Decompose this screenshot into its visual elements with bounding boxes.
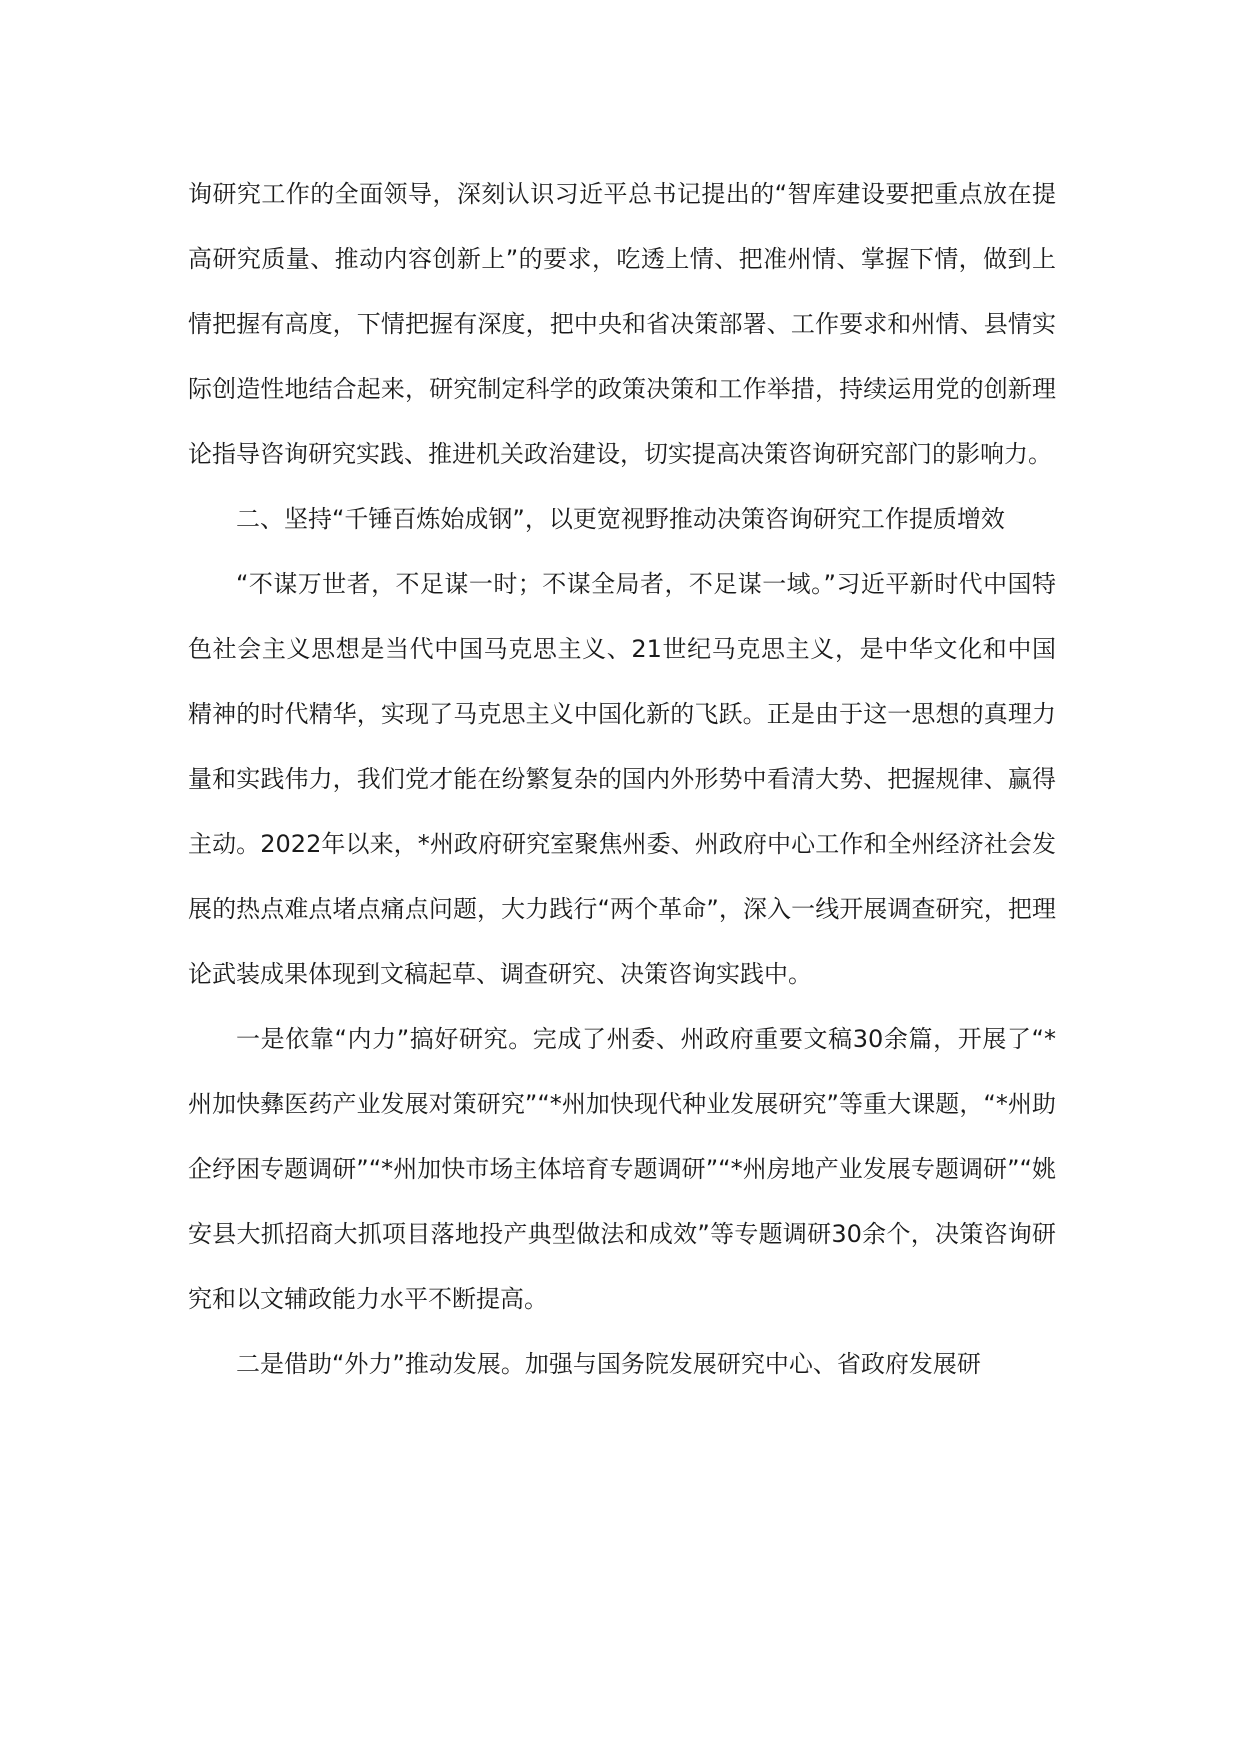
paragraph: “不谋万世者，不足谋一时；不谋全局者，不足谋一域。”习近平新时代中国特色社会主义思想是当代中国马克思主义、21世纪马克思主义，是中华文化和中国精神的时代精华，实现了马克思主义中国化新的飞跃。正是由于这一思想的真理力量和实践伟力，我们党才能在纷繁复杂的国内外形势中看清大势、把握规律、赢得主动。2022年以来，*州政府研究室聚焦州委、州政府中心工作和全州经济社会发展的热点难点堵点痛点问题，大力践行“两个革命”，深入一线开展调查研究，把理论武装成果体现到文稿起草、调查研究、决策咨询实践中。 [188,570,1056,988]
paragraph: 二是借助“外力”推动发展。加强与国务院发展研究中心、省政府发展研 [236,1350,981,1378]
section-heading: 二、坚持“千锤百炼始成钢”，以更宽视野推动决策咨询研究工作提质增效 [236,505,1005,533]
document-body [188,162,1056,1397]
paragraph-continuation: 询研究工作的全面领导，深刻认识习近平总书记提出的“智库建设要把重点放在提高研究质量、推动内容创新上”的要求，吃透上情、把准州情、掌握下情，做到上情把握有高度，下情把握有深度，把中央和省决策部署、工作要求和州情、县情实际创造性地结合起来，研究制定科学的政策决策和工作举措，持续运用党的创新理论指导咨询研究实践、推进机关政治建设，切实提高决策咨询研究部门的影响力。 [188,180,1056,468]
paragraph: 一是依靠“内力”搞好研究。完成了州委、州政府重要文稿30余篇，开展了“*州加快彝医药产业发展对策研究”“*州加快现代种业发展研究”等重大课题，“*州助企纾困专题调研”“*州加快市场主体培育专题调研”“*州房地产业发展专题调研”“姚安县大抓招商大抓项目落地投产典型做法和成效”等专题调研30余个，决策咨询研究和以文辅政能力水平不断提高。 [188,1025,1056,1313]
